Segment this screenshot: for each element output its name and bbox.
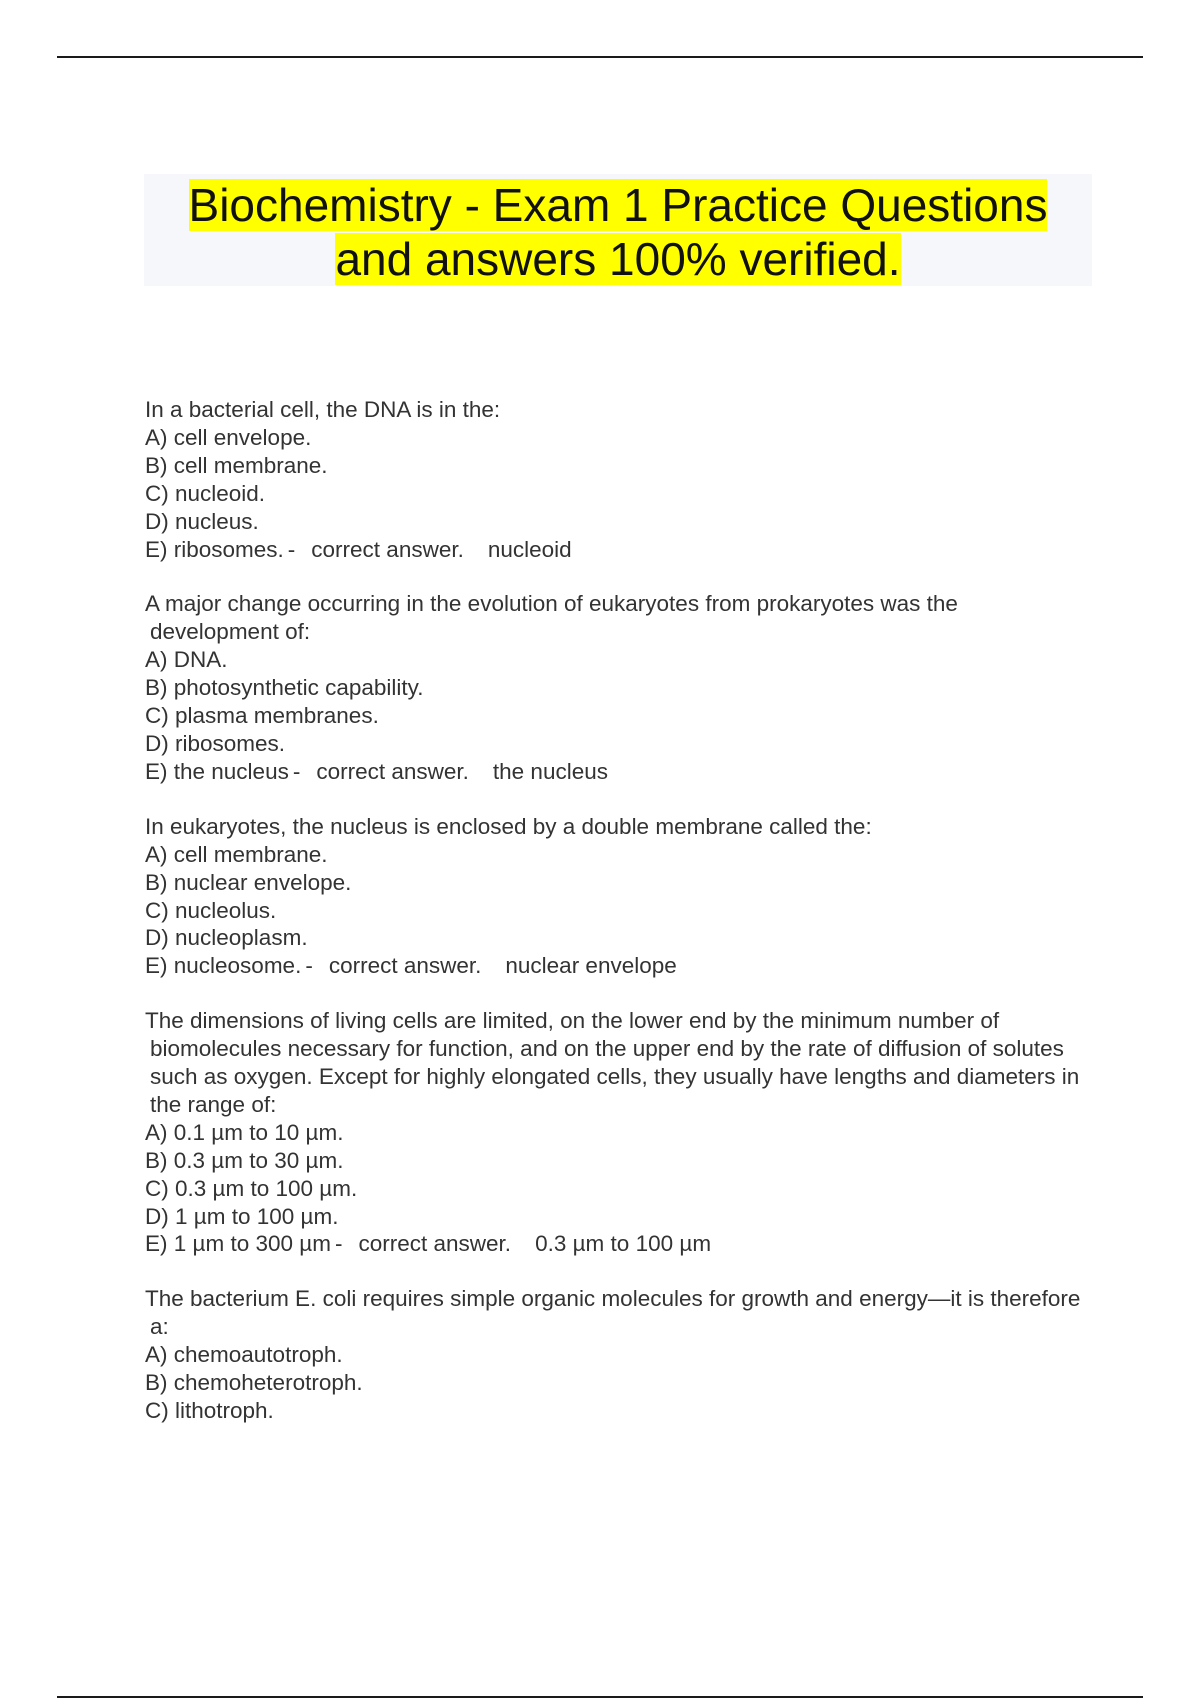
answer-label: correct answer. bbox=[328, 953, 482, 979]
option-c: C) 0.3 µm to 100 µm. bbox=[145, 1175, 358, 1201]
option-b: B) photosynthetic capability. bbox=[145, 675, 424, 701]
option-e-with-answer bbox=[145, 536, 1085, 564]
option-e: E) 1 µm to 300 µm bbox=[145, 1231, 331, 1257]
question-stem: In eukaryotes, the nucleus is enclosed by a double membrane called the: bbox=[145, 813, 872, 839]
question-5 bbox=[145, 1285, 1085, 1425]
option-b: B) nuclear envelope. bbox=[145, 869, 352, 895]
option-e: E) the nucleus bbox=[145, 758, 289, 784]
answer-label: correct answer. bbox=[316, 758, 469, 784]
option-a: A) DNA. bbox=[145, 647, 228, 673]
question-stem: A major change occurring in the evolution of eukaryotes from prokaryotes was the development of: bbox=[145, 591, 958, 645]
option-a: A) cell membrane. bbox=[145, 841, 328, 867]
question-1 bbox=[145, 396, 1085, 563]
option-c: C) nucleoid. bbox=[145, 480, 266, 506]
answer-separator: - bbox=[305, 953, 313, 979]
option-d: D) 1 µm to 100 µm. bbox=[145, 1203, 339, 1229]
answer-value: the nucleus bbox=[492, 758, 608, 784]
answer-label: correct answer. bbox=[358, 1231, 512, 1257]
option-a: A) 0.1 µm to 10 µm. bbox=[145, 1119, 344, 1145]
option-b: B) cell membrane. bbox=[145, 452, 328, 478]
question-stem: The bacterium E. coli requires simple organic molecules for growth and energy—it is therefore a: bbox=[145, 1286, 1081, 1340]
question-3 bbox=[145, 813, 1085, 980]
option-e: E) ribosomes. bbox=[145, 536, 284, 562]
option-b: B) 0.3 µm to 30 µm. bbox=[145, 1147, 344, 1173]
document-title bbox=[144, 174, 1092, 286]
question-4 bbox=[145, 1007, 1085, 1258]
question-2 bbox=[145, 590, 1085, 785]
top-rule bbox=[57, 56, 1143, 58]
answer-label: correct answer. bbox=[311, 536, 464, 562]
option-c: C) lithotroph. bbox=[145, 1398, 274, 1423]
option-a: A) chemoautotroph. bbox=[145, 1342, 343, 1368]
question-stem: The dimensions of living cells are limited, on the lower end by the minimum number of biomolecules necessary for function, and on the upper end by the rate of diffusion of solutes such as oxygen. Except for highly elongated cells, they usually have lengths and diameters in the range of: bbox=[145, 1008, 1080, 1117]
option-b: B) chemoheterotroph. bbox=[145, 1370, 363, 1396]
option-e-with-answer bbox=[145, 952, 1085, 980]
answer-separator: - bbox=[335, 1231, 343, 1257]
document-title-line-1: Biochemistry - Exam 1 Practice Questions bbox=[188, 179, 1048, 231]
answer-value: nuclear envelope bbox=[505, 953, 677, 979]
bottom-rule bbox=[57, 1696, 1143, 1698]
option-d: D) ribosomes. bbox=[145, 730, 286, 756]
question-stem: In a bacterial cell, the DNA is in the: bbox=[145, 397, 501, 422]
document-title-line-2: and answers 100% verified. bbox=[335, 233, 901, 285]
option-c: C) nucleolus. bbox=[145, 897, 277, 923]
document-title-block bbox=[144, 174, 1092, 286]
answer-separator: - bbox=[287, 536, 296, 562]
answer-separator: - bbox=[292, 758, 301, 784]
option-e-with-answer bbox=[145, 1230, 1085, 1258]
answer-value: 0.3 µm to 100 µm bbox=[535, 1231, 712, 1257]
option-e: E) nucleosome. bbox=[145, 953, 302, 979]
option-e-with-answer bbox=[145, 758, 1085, 786]
answer-value: nucleoid bbox=[487, 536, 572, 562]
option-d: D) nucleoplasm. bbox=[145, 925, 308, 951]
question-list bbox=[145, 396, 1085, 1452]
option-a: A) cell envelope. bbox=[145, 424, 312, 450]
option-c: C) plasma membranes. bbox=[145, 703, 379, 729]
option-d: D) nucleus. bbox=[145, 508, 259, 534]
